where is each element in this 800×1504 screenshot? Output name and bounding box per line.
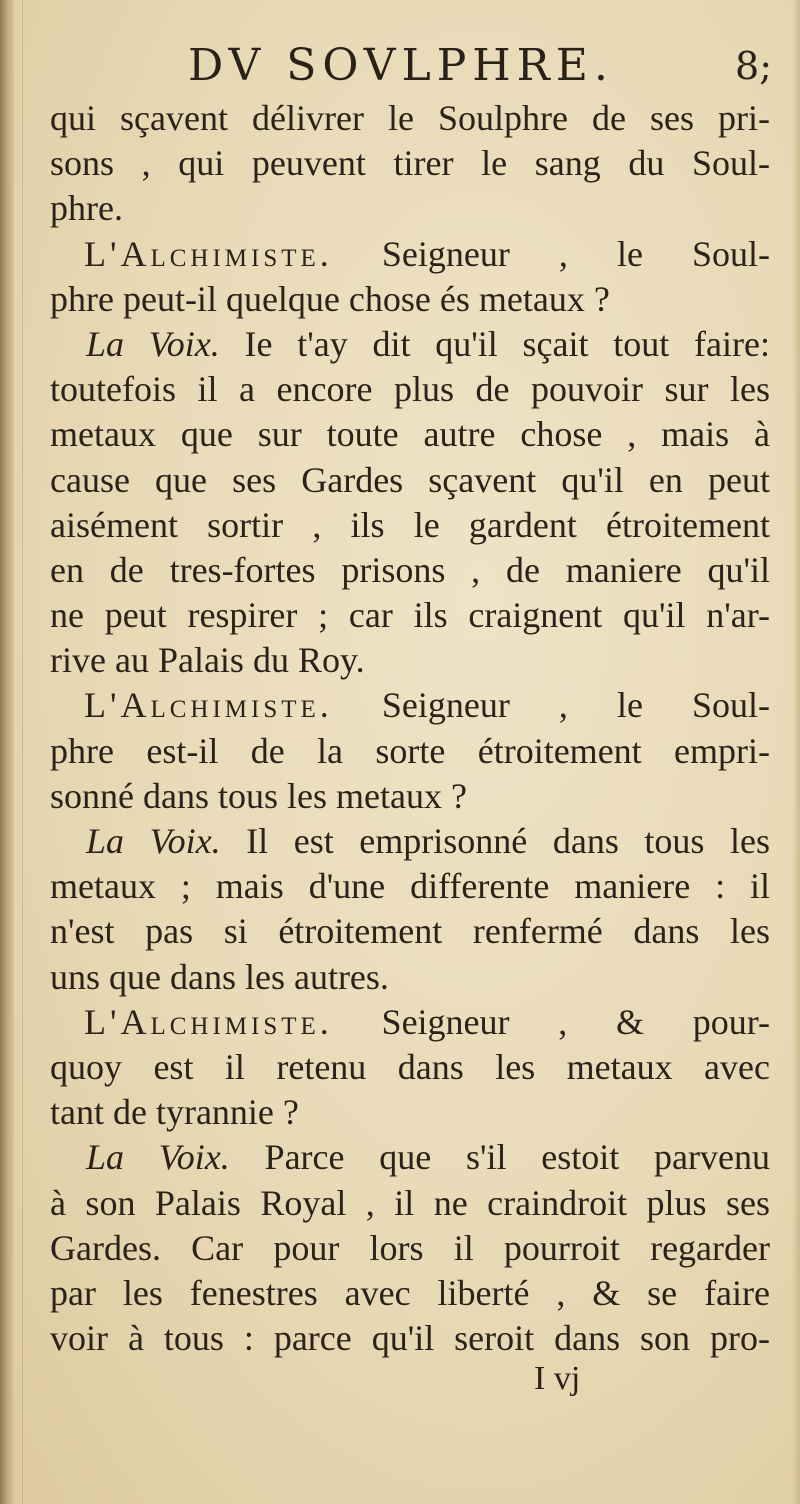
text-line: toutefois il a encore plus de pouvoir sur les [50, 369, 770, 410]
dialogue-line: L'Alchimiste. Seigneur , le Soul- [84, 685, 770, 726]
text-line: par les fenestres avec liberté , & se faire [50, 1272, 770, 1313]
text-line: cause que ses Gardes sçavent qu'il en peut [50, 459, 770, 500]
text-line: à son Palais Royal , il ne craindroit plus ses [50, 1182, 770, 1223]
text-line: uns que dans les autres. [50, 956, 389, 997]
text-line: ne peut respirer ; car ils craignent qu'il n'ar- [50, 595, 770, 636]
text-line: rive au Palais du Roy. [50, 640, 365, 681]
page-number: 8; [735, 44, 772, 88]
binding-gutter [0, 0, 14, 1504]
signature-mark: I vj [534, 1360, 581, 1397]
speaker-label: L'Alchimiste. [84, 233, 333, 274]
running-head: DV SOVLPHRE. [188, 40, 614, 91]
body-text [50, 96, 770, 1361]
dialogue-line: La Voix. Ie t'ay dit qu'il sçait tout faire: [86, 323, 770, 364]
text-line: Gardes. Car pour lors il pourroit regarder [50, 1227, 770, 1268]
dialogue-line: L'Alchimiste. Seigneur , le Soul- [84, 233, 770, 274]
text-line: en de tres-fortes prisons , de maniere qu'il [50, 549, 770, 590]
text-line: phre est-il de la sorte étroitement empri- [50, 730, 770, 771]
speaker-label: La Voix. [86, 323, 220, 364]
text-line: sonné dans tous les metaux ? [50, 775, 467, 816]
text-line: metaux ; mais d'une differente maniere : il [50, 866, 770, 907]
speaker-label: L'Alchimiste. [84, 685, 333, 726]
speaker-label: La Voix. [86, 1137, 230, 1178]
text-line: aisément sortir , ils le gardent étroitement [50, 504, 770, 545]
dialogue-line: L'Alchimiste. Seigneur , & pour- [84, 1001, 770, 1042]
speaker-label: L'Alchimiste. [84, 1001, 333, 1042]
dialogue-line: La Voix. Il est emprisonné dans tous les [86, 821, 770, 861]
text-line: n'est pas si étroitement renfermé dans les [50, 911, 770, 952]
page-edge [792, 0, 800, 1504]
text-line: tant de tyrannie ? [50, 1092, 299, 1133]
text-line: sons , qui peuvent tirer le sang du Soul- [50, 143, 770, 184]
page-footer [0, 1360, 800, 1410]
gutter-shadow-line [22, 0, 23, 1504]
text-line: phre peut-il quelque chose és metaux ? [50, 278, 610, 319]
speaker-label: La Voix. [86, 821, 221, 861]
text-line: qui sçavent délivrer le Soulphre de ses pri- [50, 98, 770, 138]
text-line: metaux que sur toute autre chose , mais à [50, 414, 770, 455]
text-line: voir à tous : parce qu'il seroit dans son pro- [50, 1318, 770, 1359]
text-line: quoy est il retenu dans les metaux avec [50, 1046, 770, 1087]
dialogue-line: La Voix. Parce que s'il estoit parvenu [86, 1137, 770, 1178]
page-header [0, 40, 800, 100]
text-line: phre. [50, 188, 123, 229]
